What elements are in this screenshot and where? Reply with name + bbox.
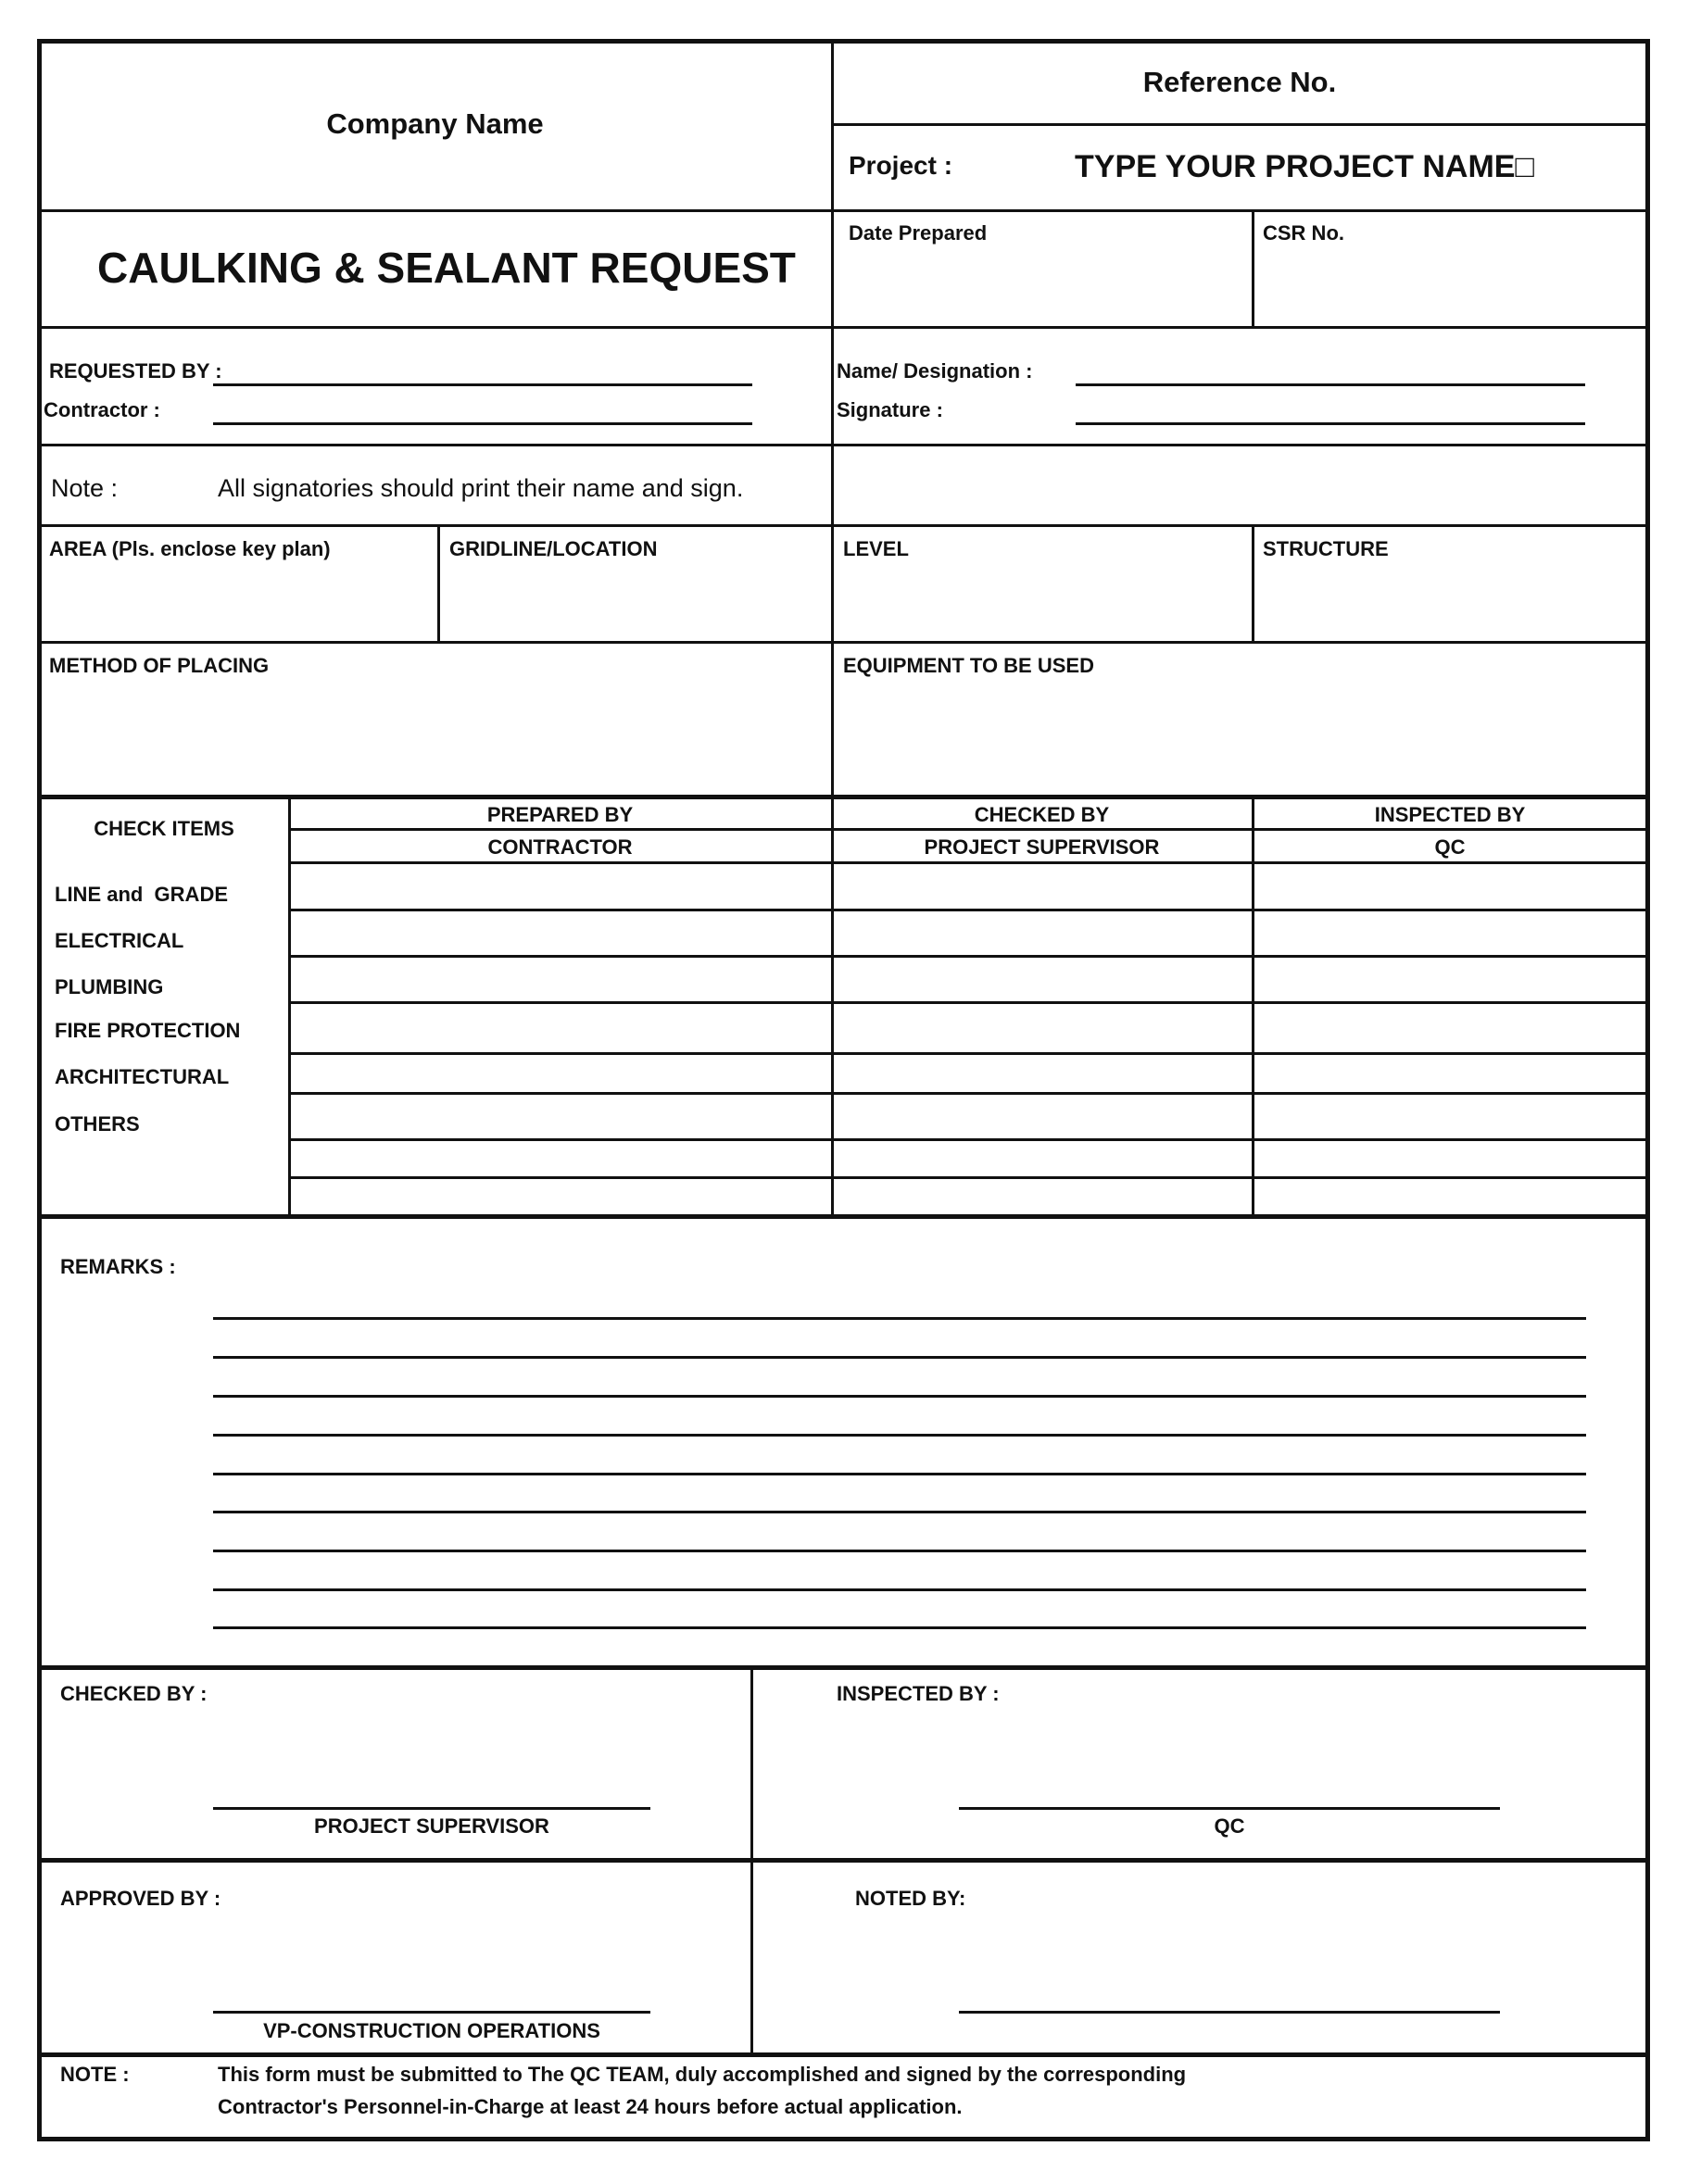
vrule-table-items xyxy=(288,795,291,1216)
note-label: Note : xyxy=(51,474,119,502)
vrule-table-col2 xyxy=(831,795,834,1216)
vrule-date-csr xyxy=(1252,209,1254,328)
rule-row-6 xyxy=(289,1138,1647,1141)
remarks-line[interactable] xyxy=(213,1434,1586,1437)
structure-label: STRUCTURE xyxy=(1263,537,1389,560)
form-title: CAULKING & SEALANT REQUEST xyxy=(97,244,796,292)
col-qc: QC xyxy=(1434,835,1466,859)
inspected-by-label: INSPECTED BY : xyxy=(837,1682,1000,1705)
rule-checked-bottom xyxy=(39,1858,1647,1863)
remarks-line[interactable] xyxy=(213,1588,1586,1591)
equipment-label: EQUIPMENT TO BE USED xyxy=(843,654,1094,677)
company-name: Company Name xyxy=(326,107,544,140)
inspected-by-role: QC xyxy=(1214,1814,1245,1838)
rule-note-bottom xyxy=(39,524,1647,527)
vrule-signoff-mid xyxy=(750,1665,753,2054)
project-label: Project : xyxy=(849,151,953,180)
check-item-others: OTHERS xyxy=(55,1112,140,1136)
col-prepared-by: PREPARED BY xyxy=(486,803,634,826)
noted-by-label: NOTED BY: xyxy=(855,1887,966,1910)
rule-row-5 xyxy=(289,1092,1647,1095)
check-item-line-and-grade: LINE and GRADE xyxy=(55,883,229,906)
rule-row-3 xyxy=(289,1001,1647,1004)
remarks-line[interactable] xyxy=(213,1317,1586,1320)
level-label: LEVEL xyxy=(843,537,909,560)
rule-table-bottom xyxy=(39,1214,1647,1219)
rule-row-4 xyxy=(289,1052,1647,1055)
approved-by-role: VP-CONSTRUCTION OPERATIONS xyxy=(263,2019,600,2042)
remarks-line[interactable] xyxy=(213,1511,1586,1513)
name-designation-label: Name/ Designation : xyxy=(837,359,1033,383)
rule-title-bottom xyxy=(39,326,1647,329)
vrule-header-mid xyxy=(831,39,834,643)
check-item-plumbing: PLUMBING xyxy=(55,975,164,998)
rule-request-bottom xyxy=(39,444,1647,446)
rule-row-1 xyxy=(289,909,1647,911)
contractor-label: Contractor : xyxy=(44,398,160,421)
remarks-line[interactable] xyxy=(213,1356,1586,1359)
name-designation-line[interactable] xyxy=(1076,383,1585,386)
rule-method-bottom xyxy=(39,795,1647,799)
footer-note-line-1: This form must be submitted to The QC TEAM, duly accomplished and signed by the corresponding xyxy=(218,2063,1187,2086)
signature-line[interactable] xyxy=(1076,422,1585,425)
rule-col-header-bottom xyxy=(289,861,1647,864)
col-contractor: CONTRACTOR xyxy=(487,835,633,859)
area-label: AREA (Pls. enclose key plan) xyxy=(49,537,331,560)
check-item-architectural: ARCHITECTURAL xyxy=(55,1065,230,1088)
footer-note-label: NOTE : xyxy=(60,2063,130,2086)
requested-by-line[interactable] xyxy=(213,383,752,386)
rule-col-subheader xyxy=(289,828,1647,831)
check-item-electrical: ELECTRICAL xyxy=(55,929,184,952)
requested-by-label: REQUESTED BY : xyxy=(49,359,222,383)
rule-location-bottom xyxy=(39,641,1647,644)
vrule-level-structure xyxy=(1252,524,1254,643)
check-item-fire-protection: FIRE PROTECTION xyxy=(55,1019,241,1042)
remarks-line[interactable] xyxy=(213,1626,1586,1629)
approved-by-label: APPROVED BY : xyxy=(60,1887,221,1910)
remarks-line[interactable] xyxy=(213,1550,1586,1552)
noted-by-signature-line[interactable] xyxy=(959,2011,1500,2014)
col-inspected-by: INSPECTED BY xyxy=(1374,803,1526,826)
vrule-area-gridline xyxy=(437,524,440,643)
reference-no-label: Reference No. xyxy=(1142,66,1337,98)
check-items-header: CHECK ITEMS xyxy=(94,817,234,840)
project-name-field[interactable]: TYPE YOUR PROJECT NAME□ xyxy=(1075,149,1534,184)
inspected-by-signature-line[interactable] xyxy=(959,1807,1500,1810)
approved-by-signature-line[interactable] xyxy=(213,2011,650,2014)
footer-note-line-2: Contractor's Personnel-in-Charge at least 24 hours before actual application. xyxy=(218,2095,963,2118)
rule-approved-bottom xyxy=(39,2052,1647,2057)
checked-by-label: CHECKED BY : xyxy=(60,1682,208,1705)
rule-remarks-bottom xyxy=(39,1665,1647,1670)
vrule-method-equipment xyxy=(831,641,834,797)
gridline-label: GRIDLINE/LOCATION xyxy=(449,537,658,560)
checked-by-signature-line[interactable] xyxy=(213,1807,650,1810)
col-project-supervisor: PROJECT SUPERVISOR xyxy=(924,835,1160,859)
csr-no-label: CSR No. xyxy=(1263,221,1344,245)
col-checked-by: CHECKED BY xyxy=(974,803,1110,826)
note-text: All signatories should print their name and sign. xyxy=(218,474,744,502)
date-prepared-label: Date Prepared xyxy=(849,221,988,245)
checked-by-role: PROJECT SUPERVISOR xyxy=(314,1814,549,1838)
rule-header-bottom xyxy=(39,209,1647,212)
remarks-label: REMARKS : xyxy=(60,1255,176,1278)
method-of-placing-label: METHOD OF PLACING xyxy=(49,654,270,677)
signature-label: Signature : xyxy=(837,398,943,421)
rule-row-2 xyxy=(289,955,1647,958)
rule-reference xyxy=(832,123,1647,126)
vrule-table-col3 xyxy=(1252,795,1254,1216)
contractor-line[interactable] xyxy=(213,422,752,425)
remarks-line[interactable] xyxy=(213,1473,1586,1475)
remarks-line[interactable] xyxy=(213,1395,1586,1398)
rule-row-7 xyxy=(289,1176,1647,1179)
